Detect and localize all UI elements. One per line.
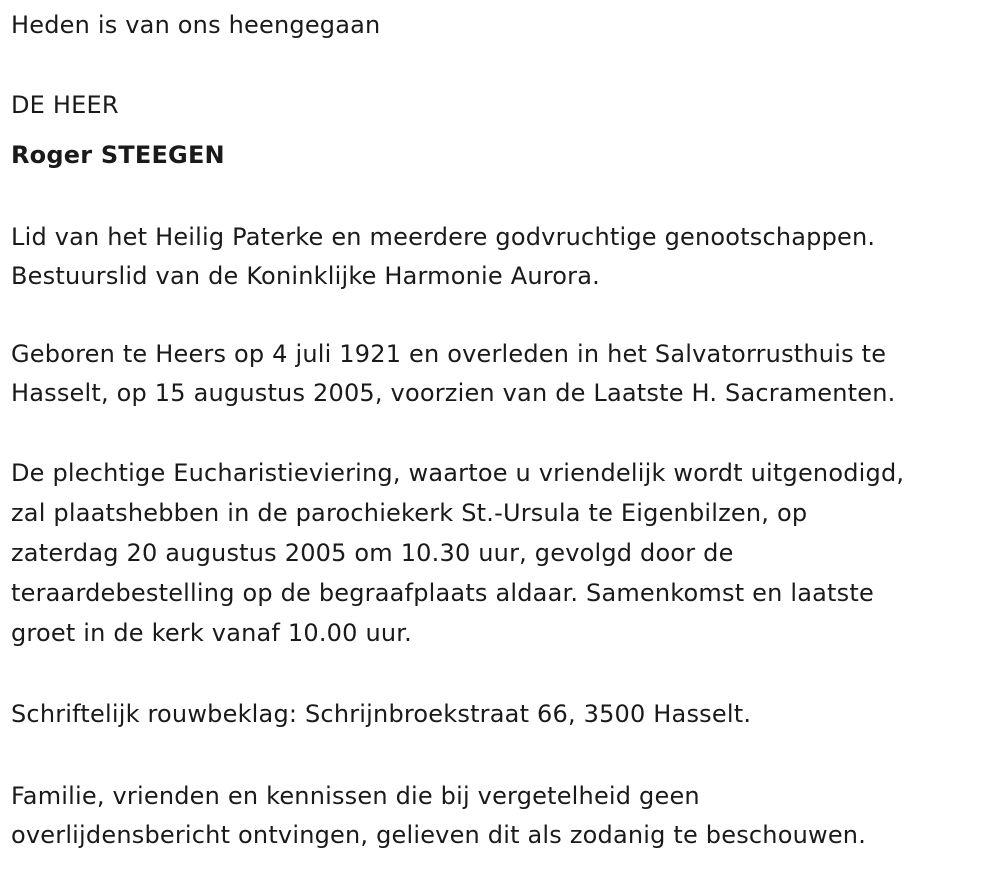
closing-line: overlijdensbericht ontvingen, gelieven dit als zodanig te beschouwen. <box>11 821 867 849</box>
condolence-address: Schriftelijk rouwbeklag: Schrijnbroekstraat 66, 3500 Hasselt. <box>11 700 752 728</box>
birth-death-line: Geboren te Heers op 4 juli 1921 en overleden in het Salvatorrusthuis te <box>11 340 887 368</box>
funeral-line: groet in de kerk vanaf 10.00 uur. <box>11 619 412 647</box>
funeral-line: zal plaatshebben in de parochiekerk St.-Ursula te Eigenbilzen, op <box>11 499 808 527</box>
funeral-line: teraardebestelling op de begraafplaats aldaar. Samenkomst en laatste <box>11 579 874 607</box>
closing-line: Familie, vrienden en kennissen die bij vergetelheid geen <box>11 782 700 810</box>
membership-line: Bestuurslid van de Koninklijke Harmonie Aurora. <box>11 262 600 290</box>
honorific-title: DE HEER <box>11 91 119 119</box>
deceased-name: Roger STEEGEN <box>11 141 225 169</box>
birth-death-line: Hasselt, op 15 augustus 2005, voorzien van de Laatste H. Sacramenten. <box>11 379 896 407</box>
membership-line: Lid van het Heilig Paterke en meerdere godvruchtige genootschappen. <box>11 223 876 251</box>
intro-text: Heden is van ons heengegaan <box>11 11 381 39</box>
funeral-line: zaterdag 20 augustus 2005 om 10.30 uur, gevolgd door de <box>11 539 734 567</box>
funeral-line: De plechtige Eucharistieviering, waartoe u vriendelijk wordt uitgenodigd, <box>11 459 905 487</box>
